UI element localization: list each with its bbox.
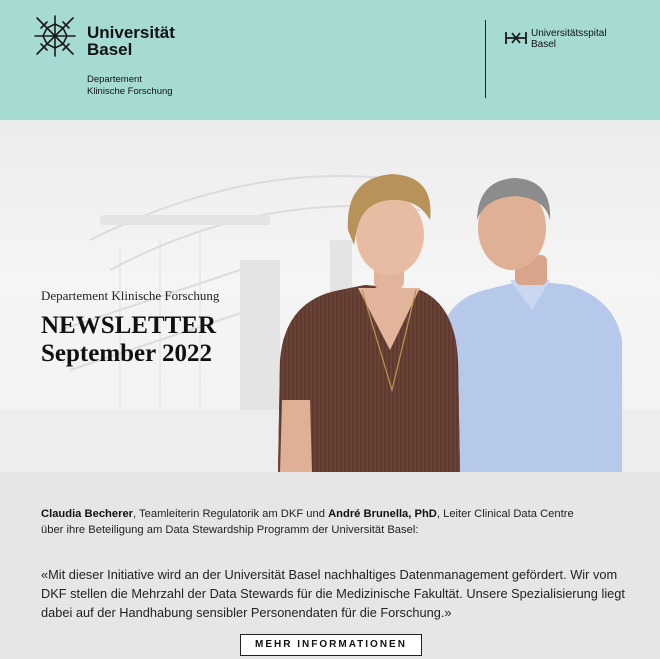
person-1-name: Claudia Becherer <box>41 508 134 520</box>
man-figure <box>440 178 622 472</box>
person-2-name: André Brunella, PhD <box>328 508 437 520</box>
woman-figure <box>278 174 460 472</box>
newsletter-date: September 2022 <box>41 340 213 367</box>
person-2-role: , Leiter Clinical Data Centre <box>436 508 574 520</box>
portrait-photo <box>270 150 640 472</box>
more-information-button[interactable]: MEHR INFORMATIONEN <box>240 634 422 656</box>
usb-h-mark-icon <box>503 28 529 48</box>
person-1-role: , Teamleiterin Regulatorik am DKF und <box>133 508 329 520</box>
hero-text-block <box>41 288 301 368</box>
quote-paragraph: «Mit dieser Initiative wird an der Universität Basel nachhaltiges Datenmanagement gefördert. Wir vom DKF stellen die Mehrzahl der Data Stewards für die Medizinische Fakultät. Unsere Spezialisierung liegt dabei auf der Handhabung sensibler Personendaten für die Forschung.» <box>41 567 625 620</box>
department-label: Departement Klinische Forschung <box>87 74 173 97</box>
newsletter-title: NEWSLETTER <box>41 312 217 339</box>
intro-line-2: über ihre Beteiligung am Data Stewardship Programm der Universität Basel: <box>41 524 419 536</box>
header-divider <box>485 20 486 98</box>
hero-department: Departement Klinische Forschung <box>41 288 220 303</box>
university-name: Universität Basel <box>87 23 175 59</box>
intro-paragraph <box>41 506 631 538</box>
hospital-name: Universitätsspital Basel <box>531 28 607 50</box>
unibas-star-mark-icon <box>33 14 77 58</box>
hero-banner <box>0 120 660 472</box>
article-teaser <box>0 472 660 659</box>
newsletter-header <box>0 0 660 120</box>
